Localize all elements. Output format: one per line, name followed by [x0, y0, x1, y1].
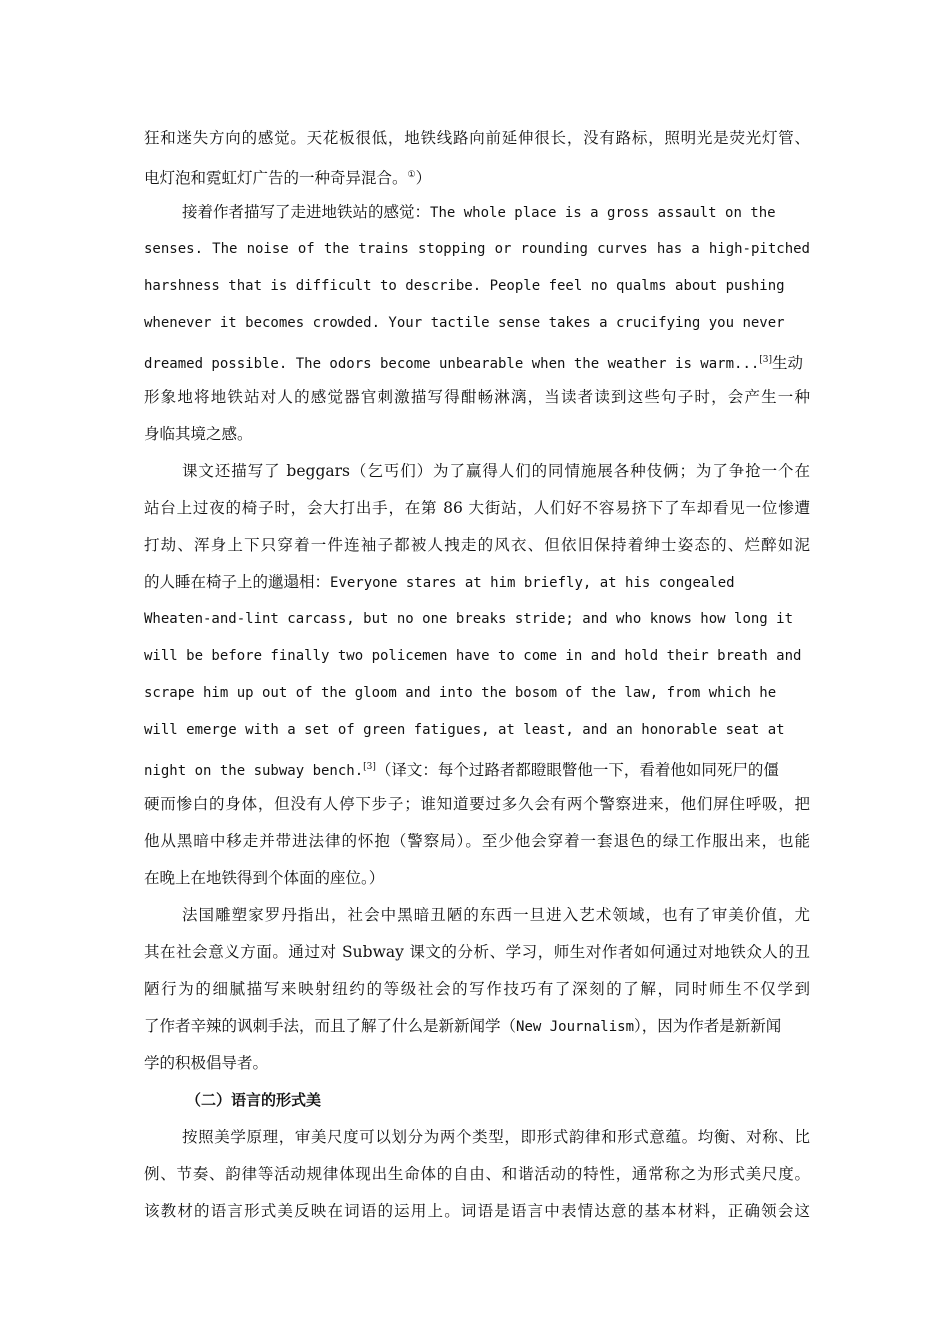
citation-marker: [3]: [759, 355, 773, 365]
citation-marker: [3]: [363, 762, 376, 772]
text-line: dreamed possible. The odors become unbearable when the weather is warm...[3]生动: [144, 354, 804, 372]
text-line: senses. The noise of the trains stopping or rounding curves has a high-pitched: [144, 241, 810, 257]
text-line: night on the subway bench.[3]（译文：每个过路者都瞪眼瞥他一下，看着他如同死尸的僵: [144, 761, 779, 779]
text-line: will be before finally two policemen have to come in and hold their breath and: [144, 648, 802, 664]
text-line: 狂和迷失方向的感觉。天花板很低，地铁线路向前延伸很长，没有路标，照明光是荧光灯管、: [144, 129, 810, 147]
text-line: 的人睡在椅子上的邋遢相：Everyone stares at him briefly, at his congealed: [144, 573, 735, 591]
text-line: 硬而惨白的身体，但没有人停下步子；谁知道要过多久会有两个警察进来，他们屏住呼吸，把: [144, 795, 810, 813]
text-line: 接着作者描写了走进地铁站的感觉：The whole place is a gross assault on the: [182, 203, 776, 221]
text-line: 该教材的语言形式美反映在词语的运用上。词语是语言中表情达意的基本材料，正确领会这: [144, 1202, 810, 1220]
text-line: 其在社会意义方面。通过对 Subway 课文的分析、学习，师生对作者如何通过对地铁众人的丑: [144, 943, 810, 961]
text-line: Wheaten-and-lint carcass, but no one breaks stride; and who knows how long it: [144, 611, 794, 627]
section-heading: （二）语言的形式美: [186, 1091, 322, 1109]
text-line: 陋行为的细腻描写来映射纽约的等级社会的写作技巧有了深刻的了解，同时师生不仅学到: [144, 980, 810, 998]
text-line: 按照美学原理，审美尺度可以划分为两个类型，即形式韵律和形式意蕴。均衡、对称、比: [182, 1128, 810, 1146]
text-line: 法国雕塑家罗丹指出，社会中黑暗丑陋的东西一旦进入艺术领域，也有了审美价值，尤: [182, 906, 810, 924]
text-line: 他从黑暗中移走并带进法律的怀抱（警察局）。至少他会穿着一套退色的绿工作服出来，也能: [144, 832, 810, 850]
text-line: 例、节奏、韵律等活动规律体现出生命体的自由、和谐活动的特性，通常称之为形式美尺度。: [144, 1165, 810, 1183]
text-line: scrape him up out of the gloom and into the bosom of the law, from which he: [144, 685, 777, 701]
text-line: 课文还描写了 beggars（乞丐们）为了赢得人们的同情施展各种伎俩；为了争抢一个在: [182, 462, 810, 480]
text-line: 身临其境之感。: [144, 425, 253, 443]
text-line: 了作者辛辣的讽刺手法，而且了解了什么是新新闻学（New Journalism），因为作者是新新闻: [144, 1017, 782, 1035]
text-line: whenever it becomes crowded. Your tactile sense takes a crucifying you never: [144, 315, 785, 331]
text-line: 站台上过夜的椅子时，会大打出手，在第 86 大街站，人们好不容易挤下了车却看见一位惨遭: [144, 499, 810, 517]
text-line: will emerge with a set of green fatigues, at least, and an honorable seat at: [144, 722, 785, 738]
text-line: 打劫、浑身上下只穿着一件连袖子都被人拽走的风衣、但依旧保持着绅士姿态的、烂醉如泥: [144, 536, 810, 554]
text-line: 在晚上在地铁得到个体面的座位。）: [144, 869, 385, 887]
text-line: 形象地将地铁站对人的感觉器官刺激描写得酣畅淋漓，当读者读到这些句子时，会产生一种: [144, 388, 810, 406]
text-line: 学的积极倡导者。: [144, 1054, 269, 1072]
text-line: 电灯泡和霓虹灯广告的一种奇异混合。①）: [144, 169, 432, 187]
text-line: harshness that is difficult to describe. People feel no qualms about pushing: [144, 278, 785, 294]
footnote-marker: ①: [407, 170, 416, 180]
